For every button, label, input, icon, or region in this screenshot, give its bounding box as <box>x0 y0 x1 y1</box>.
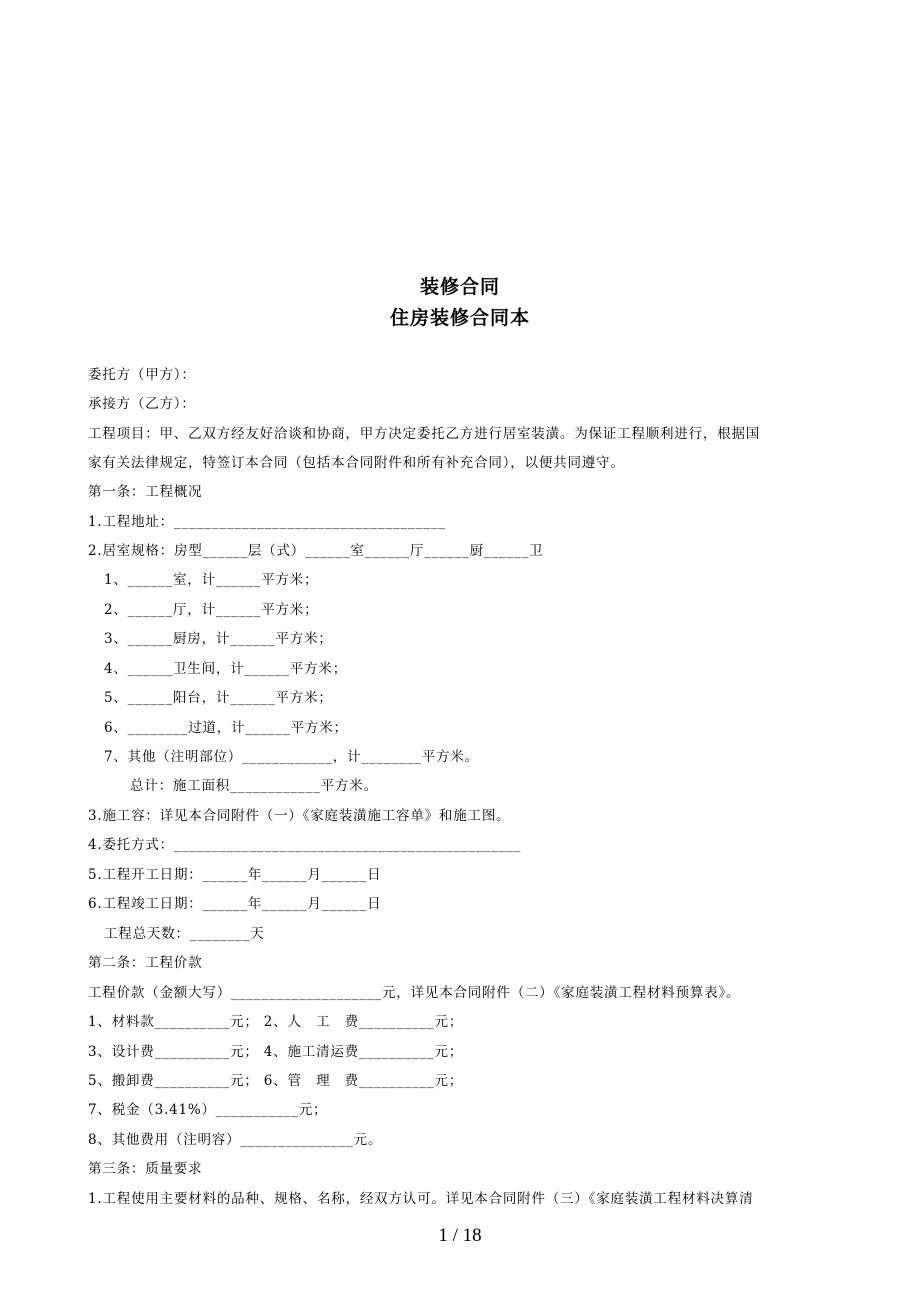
room-item-1: 1、______室，计______平方米； <box>104 572 319 588</box>
other-fees-line: 8、其他费用（注明容）_______________元。 <box>88 1132 383 1148</box>
start-date-line: 5.工程开工日期：______年______月______日 <box>88 867 382 883</box>
room-item-7: 7、其他（注明部位）____________，计________平方米。 <box>104 749 479 765</box>
room-spec-line: 2.居室规格：房型______层（式）______室______厅______厨______卫 <box>88 543 544 559</box>
room-item-2: 2、______厅，计______平方米； <box>104 602 319 618</box>
room-item-5: 5、______阳台，计______平方米； <box>104 690 333 706</box>
page-indicator: 1 / 18 <box>438 1225 482 1246</box>
article-1-heading: 第一条：工程概况 <box>88 484 203 500</box>
article-3-heading: 第三条：质量要求 <box>88 1161 203 1177</box>
fee-line-3: 5、搬卸费__________元； 6、管 理 费__________元； <box>88 1073 464 1089</box>
fee-line-1: 1、材料款__________元； 2、人 工 费__________元； <box>88 1014 464 1030</box>
party-a-line: 委托方（甲方）： <box>88 367 196 383</box>
materials-line: 1.工程使用主要材料的品种、规格、名称，经双方认可。详见本合同附件（三）《家庭装潢工程材料决算清 <box>88 1191 754 1207</box>
article-2-heading: 第二条：工程价款 <box>88 955 203 971</box>
total-area-line: 总计：施工面积____________平方米。 <box>130 778 378 794</box>
document-subtitle: 住房装修合同本 <box>389 307 530 329</box>
completion-date-line: 6.工程竣工日期：______年______月______日 <box>88 896 382 912</box>
document-title: 装修合同 <box>419 276 500 298</box>
room-item-3: 3、______厨房，计______平方米； <box>104 631 333 647</box>
party-b-line: 承接方（乙方）： <box>88 396 196 412</box>
room-item-4: 4、______卫生间，计______平方米； <box>104 661 347 677</box>
construction-content-line: 3.施工容：详见本合同附件（一）《家庭装潢施工容单》和施工图。 <box>88 808 511 824</box>
room-item-6: 6、________过道，计______平方米； <box>104 720 348 736</box>
project-price-line: 工程价款（金额大写）____________________元，详见本合同附件（二）《家庭装潢工程材料预算表》。 <box>88 985 741 1001</box>
commission-method-line: 4.委托方式：______________________________________________ <box>88 837 522 853</box>
project-address-line: 1.工程地址：____________________________________ <box>88 514 446 530</box>
total-days-line: 工程总天数：________天 <box>104 926 265 942</box>
tax-line: 7、税金（3.41%）___________元； <box>88 1102 328 1118</box>
project-paragraph-line-2: 家有关法律规定，特签订本合同（包括本合同附件和所有补充合同），以便共同遵守。 <box>88 455 625 471</box>
project-paragraph-line-1: 工程项目：甲、乙双方经友好洽谈和协商，甲方决定委托乙方进行居室装潢。为保证工程顺利进行，根据国 <box>88 426 761 442</box>
fee-line-2: 3、设计费__________元； 4、施工清运费__________元； <box>88 1044 464 1060</box>
